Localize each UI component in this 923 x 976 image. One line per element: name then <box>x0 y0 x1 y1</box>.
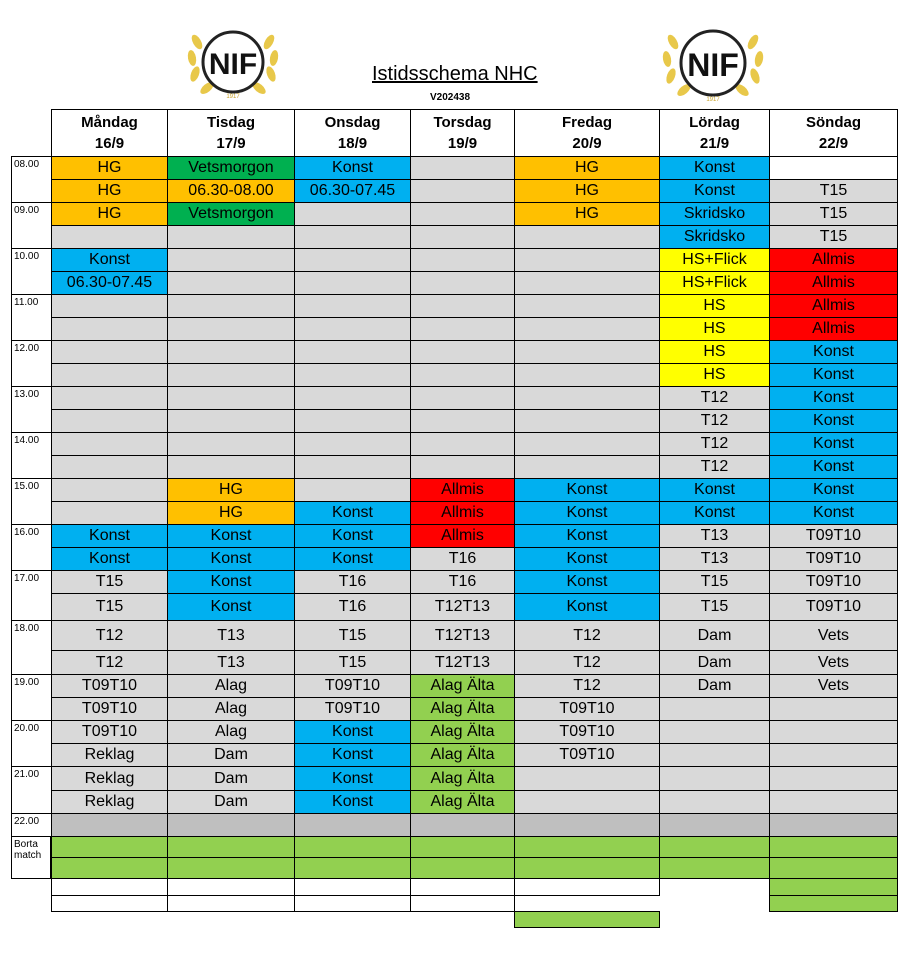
schedule-slot: T15 <box>51 570 168 594</box>
away-slot <box>294 857 411 879</box>
schedule-slot: Konst <box>51 248 168 272</box>
schedule-slot: Konst <box>51 524 168 548</box>
schedule-slot <box>769 790 898 814</box>
schedule-slot: Konst <box>294 156 411 180</box>
day-header <box>514 109 660 157</box>
schedule-slot <box>659 720 770 744</box>
schedule-slot <box>514 790 660 814</box>
schedule-slot <box>410 386 515 410</box>
schedule-slot: T09T10 <box>294 674 411 698</box>
day-name: Fredag <box>561 114 612 131</box>
schedule-slot: T09T10 <box>51 674 168 698</box>
schedule-slot: Allmis <box>769 271 898 295</box>
schedule-slot: Konst <box>769 455 898 479</box>
schedule-slot: T09T10 <box>294 697 411 721</box>
away-slot <box>769 895 898 912</box>
schedule-slot <box>410 409 515 433</box>
schedule-slot: T13 <box>659 547 770 571</box>
time-label: 20.00 <box>11 720 52 767</box>
schedule-slot: HG <box>167 501 295 525</box>
schedule-slot: Konst <box>51 547 168 571</box>
away-slot <box>514 878 660 896</box>
away-slot <box>167 836 295 858</box>
schedule-slot: HG <box>51 202 168 226</box>
schedule-slot: Dam <box>659 620 770 651</box>
schedule-slot: T15 <box>769 202 898 226</box>
schedule-slot <box>51 363 168 387</box>
schedule-slot <box>294 432 411 456</box>
schedule-slot: HG <box>514 156 660 180</box>
schedule-slot: Konst <box>659 156 770 180</box>
day-name: Tisdag <box>206 114 256 131</box>
schedule-slot: Konst <box>167 593 295 621</box>
schedule-slot <box>769 697 898 721</box>
page-title: Istidsschema NHC <box>372 63 538 85</box>
schedule-slot <box>514 432 660 456</box>
day-name: Måndag <box>81 114 138 131</box>
schedule-slot: Alag Älta <box>410 790 515 814</box>
schedule-slot: HS <box>659 340 770 364</box>
schedule-slot <box>769 743 898 767</box>
time-label: 12.00 <box>11 340 52 387</box>
schedule-slot: T13 <box>167 650 295 675</box>
time-label: 13.00 <box>11 386 52 433</box>
schedule-slot <box>659 766 770 791</box>
away-slot <box>514 857 660 879</box>
away-slot <box>294 836 411 858</box>
away-slot <box>410 895 515 912</box>
schedule-slot <box>167 813 295 837</box>
schedule-slot: Konst <box>659 478 770 502</box>
time-label: 15.00 <box>11 478 52 525</box>
schedule-slot: Reklag <box>51 790 168 814</box>
schedule-slot: Skridsko <box>659 225 770 249</box>
schedule-slot <box>294 340 411 364</box>
schedule-slot: Allmis <box>769 294 898 318</box>
schedule-slot <box>51 455 168 479</box>
schedule-slot: T12 <box>659 432 770 456</box>
away-slot <box>410 857 515 879</box>
schedule-slot: T12 <box>51 620 168 651</box>
schedule-slot: Konst <box>294 501 411 525</box>
schedule-slot <box>514 363 660 387</box>
schedule-slot: Konst <box>514 547 660 571</box>
schedule-slot: T09T10 <box>769 570 898 594</box>
schedule-slot <box>659 790 770 814</box>
svg-text:NIF: NIF <box>687 47 739 83</box>
schedule-slot: Allmis <box>410 524 515 548</box>
schedule-slot: T09T10 <box>769 593 898 621</box>
away-match-label: Borta match <box>11 836 51 879</box>
schedule-slot <box>294 386 411 410</box>
schedule-slot: Konst <box>769 432 898 456</box>
time-label: 14.00 <box>11 432 52 479</box>
schedule-slot: Konst <box>294 790 411 814</box>
schedule-slot <box>769 766 898 791</box>
schedule-slot <box>514 248 660 272</box>
schedule-slot: T15 <box>51 593 168 621</box>
schedule-slot <box>410 813 515 837</box>
schedule-slot <box>410 455 515 479</box>
schedule-slot: Allmis <box>410 501 515 525</box>
schedule-slot: Reklag <box>51 766 168 791</box>
schedule-slot <box>167 340 295 364</box>
schedule-slot <box>410 432 515 456</box>
schedule-slot: T12 <box>51 650 168 675</box>
schedule-slot: T12 <box>659 386 770 410</box>
schedule-slot <box>167 271 295 295</box>
schedule-slot: T12 <box>659 455 770 479</box>
schedule-slot: Vets <box>769 650 898 675</box>
schedule-slot: Konst <box>294 720 411 744</box>
schedule-slot: T16 <box>294 570 411 594</box>
schedule-slot <box>167 225 295 249</box>
schedule-slot: Konst <box>514 524 660 548</box>
schedule-slot <box>167 409 295 433</box>
time-label: 19.00 <box>11 674 52 721</box>
away-slot <box>514 911 660 928</box>
schedule-slot <box>410 202 515 226</box>
time-label: 22.00 <box>11 813 52 837</box>
schedule-slot: 06.30-07.45 <box>294 179 411 203</box>
schedule-slot <box>769 720 898 744</box>
schedule-slot: Vets <box>769 620 898 651</box>
schedule-slot: Konst <box>294 766 411 791</box>
schedule-slot <box>51 294 168 318</box>
schedule-slot <box>514 386 660 410</box>
day-date: 20/9 <box>572 135 602 152</box>
day-date: 21/9 <box>699 135 730 152</box>
schedule-slot: T13 <box>167 620 295 651</box>
schedule-slot <box>294 363 411 387</box>
time-label: 10.00 <box>11 248 52 295</box>
away-slot <box>167 857 295 879</box>
day-name: Lördag <box>689 114 740 131</box>
schedule-slot: Konst <box>167 570 295 594</box>
schedule-slot <box>410 179 515 203</box>
svg-text:NIF: NIF <box>208 48 258 81</box>
schedule-slot: Allmis <box>769 248 898 272</box>
away-slot <box>410 878 515 896</box>
schedule-slot: T09T10 <box>514 697 660 721</box>
time-label: 16.00 <box>11 524 52 571</box>
schedule-slot: HS+Flick <box>659 248 770 272</box>
schedule-slot <box>51 432 168 456</box>
schedule-slot: Alag Älta <box>410 674 515 698</box>
away-slot <box>51 836 168 858</box>
schedule-slot: Konst <box>294 743 411 767</box>
schedule-slot: Dam <box>659 674 770 698</box>
schedule-slot <box>294 317 411 341</box>
schedule-slot: Konst <box>514 478 660 502</box>
day-name: Onsdag <box>324 114 381 131</box>
schedule-slot: Konst <box>294 524 411 548</box>
schedule-slot: Konst <box>769 363 898 387</box>
schedule-slot <box>51 340 168 364</box>
schedule-slot: Dam <box>167 766 295 791</box>
day-date: 22/9 <box>818 135 849 152</box>
schedule-slot: Dam <box>167 743 295 767</box>
schedule-slot <box>51 501 168 525</box>
schedule-slot: Allmis <box>410 478 515 502</box>
schedule-slot: Reklag <box>51 743 168 767</box>
schedule-slot: T15 <box>769 225 898 249</box>
schedule-slot: HG <box>514 202 660 226</box>
schedule-slot: Konst <box>659 501 770 525</box>
schedule-slot <box>167 317 295 341</box>
schedule-slot: T15 <box>659 570 770 594</box>
schedule-slot <box>51 317 168 341</box>
schedule-slot <box>167 455 295 479</box>
schedule-slot: T12 <box>659 409 770 433</box>
schedule-slot <box>514 225 660 249</box>
time-label: 17.00 <box>11 570 52 621</box>
schedule-slot: T09T10 <box>769 524 898 548</box>
schedule-slot <box>167 294 295 318</box>
schedule-slot <box>294 813 411 837</box>
schedule-slot: T09T10 <box>514 743 660 767</box>
schedule-slot <box>51 813 168 837</box>
schedule-slot <box>659 697 770 721</box>
schedule-slot: 06.30-08.00 <box>167 179 295 203</box>
schedule-slot: Konst <box>294 547 411 571</box>
schedule-slot <box>51 386 168 410</box>
away-slot <box>659 857 770 879</box>
svg-text:1917: 1917 <box>226 94 240 100</box>
schedule-slot: Vetsmorgon <box>167 156 295 180</box>
schedule-slot: Konst <box>769 340 898 364</box>
schedule-slot: Konst <box>514 593 660 621</box>
schedule-slot <box>514 409 660 433</box>
away-slot <box>410 836 515 858</box>
schedule-slot: Dam <box>167 790 295 814</box>
schedule-slot <box>514 317 660 341</box>
away-slot <box>514 836 660 858</box>
away-slot <box>294 895 411 912</box>
day-header <box>51 109 168 157</box>
schedule-slot: T16 <box>294 593 411 621</box>
time-label: 21.00 <box>11 766 52 814</box>
schedule-slot: T15 <box>294 620 411 651</box>
schedule-slot: HS <box>659 294 770 318</box>
away-slot <box>659 836 770 858</box>
schedule-slot: Konst <box>769 409 898 433</box>
schedule-slot <box>769 156 898 180</box>
schedule-slot: Alag Älta <box>410 697 515 721</box>
schedule-slot <box>659 813 770 837</box>
schedule-slot <box>410 271 515 295</box>
schedule-slot: Konst <box>167 524 295 548</box>
schedule-slot: Konst <box>769 501 898 525</box>
schedule-slot <box>167 386 295 410</box>
day-date: 19/9 <box>447 135 478 152</box>
schedule-slot: Konst <box>769 478 898 502</box>
schedule-slot: HG <box>51 179 168 203</box>
schedule-slot: HG <box>514 179 660 203</box>
schedule-slot <box>514 340 660 364</box>
schedule-slot: T12T13 <box>410 620 515 651</box>
schedule-slot: Konst <box>769 386 898 410</box>
schedule-slot <box>294 248 411 272</box>
schedule-slot <box>514 455 660 479</box>
schedule-slot: T12 <box>514 620 660 651</box>
schedule-slot: HG <box>51 156 168 180</box>
away-slot <box>51 878 168 896</box>
away-slot <box>769 878 898 896</box>
schedule-slot <box>514 813 660 837</box>
schedule-slot <box>410 363 515 387</box>
schedule-slot: T12 <box>514 674 660 698</box>
schedule-slot: HG <box>167 478 295 502</box>
away-slot <box>51 895 168 912</box>
schedule-slot: Skridsko <box>659 202 770 226</box>
schedule-slot: T16 <box>410 547 515 571</box>
schedule-slot: T12 <box>514 650 660 675</box>
schedule-slot: Alag Älta <box>410 743 515 767</box>
schedule-slot: T09T10 <box>51 720 168 744</box>
schedule-slot <box>410 340 515 364</box>
schedule-slot <box>410 294 515 318</box>
schedule-slot: HS <box>659 317 770 341</box>
schedule-slot: Alag Älta <box>410 766 515 791</box>
away-slot <box>769 836 898 858</box>
schedule-slot: Allmis <box>769 317 898 341</box>
time-label: 11.00 <box>11 294 52 341</box>
schedule-slot <box>167 248 295 272</box>
schedule-slot: T09T10 <box>514 720 660 744</box>
schedule-slot: HS <box>659 363 770 387</box>
away-slot <box>167 895 295 912</box>
schedule-slot <box>410 248 515 272</box>
schedule-slot: T16 <box>410 570 515 594</box>
schedule-slot: Dam <box>659 650 770 675</box>
day-date: 18/9 <box>337 135 368 152</box>
schedule-slot <box>51 478 168 502</box>
schedule-slot: T09T10 <box>769 547 898 571</box>
schedule-slot <box>514 766 660 791</box>
schedule-slot <box>294 225 411 249</box>
day-header <box>769 109 898 157</box>
day-header <box>167 109 295 157</box>
schedule-slot: Konst <box>514 570 660 594</box>
away-slot <box>769 857 898 879</box>
day-header <box>294 109 411 157</box>
schedule-slot <box>410 156 515 180</box>
away-slot <box>51 857 168 879</box>
schedule-slot <box>167 363 295 387</box>
schedule-slot <box>167 432 295 456</box>
schedule-slot <box>294 478 411 502</box>
schedule-slot: Alag <box>167 697 295 721</box>
schedule-slot <box>51 225 168 249</box>
day-date: 17/9 <box>216 135 246 152</box>
schedule-slot: T09T10 <box>51 697 168 721</box>
schedule-slot: Konst <box>514 501 660 525</box>
schedule-slot: Konst <box>167 547 295 571</box>
schedule-slot: T13 <box>659 524 770 548</box>
schedule-slot <box>294 409 411 433</box>
day-name: Torsdag <box>433 114 492 131</box>
version-label: V202438 <box>430 92 471 103</box>
day-header <box>410 109 515 157</box>
time-label: 09.00 <box>11 202 52 249</box>
schedule-slot <box>769 813 898 837</box>
schedule-slot <box>659 743 770 767</box>
time-label: 08.00 <box>11 156 52 203</box>
schedule-slot <box>514 294 660 318</box>
schedule-slot: Konst <box>659 179 770 203</box>
day-header <box>659 109 770 157</box>
schedule-slot <box>294 271 411 295</box>
time-label: 18.00 <box>11 620 52 675</box>
schedule-slot <box>294 455 411 479</box>
schedule-slot: T15 <box>769 179 898 203</box>
schedule-slot: 06.30-07.45 <box>51 271 168 295</box>
schedule-slot <box>294 294 411 318</box>
schedule-slot <box>514 271 660 295</box>
schedule-slot: Alag <box>167 720 295 744</box>
svg-text:1917: 1917 <box>706 97 720 103</box>
schedule-slot: T12T13 <box>410 593 515 621</box>
schedule-slot <box>51 409 168 433</box>
schedule-slot: Vetsmorgon <box>167 202 295 226</box>
schedule-slot: T12T13 <box>410 650 515 675</box>
day-name: Söndag <box>806 114 861 131</box>
day-date: 16/9 <box>94 135 125 152</box>
schedule-slot <box>410 225 515 249</box>
schedule-slot: Vets <box>769 674 898 698</box>
schedule-slot: Alag Älta <box>410 720 515 744</box>
schedule-slot <box>410 317 515 341</box>
schedule-slot <box>294 202 411 226</box>
away-slot <box>167 878 295 896</box>
schedule-slot: Alag <box>167 674 295 698</box>
schedule-slot: T15 <box>294 650 411 675</box>
schedule-slot: T15 <box>659 593 770 621</box>
away-slot <box>294 878 411 896</box>
schedule-slot: HS+Flick <box>659 271 770 295</box>
